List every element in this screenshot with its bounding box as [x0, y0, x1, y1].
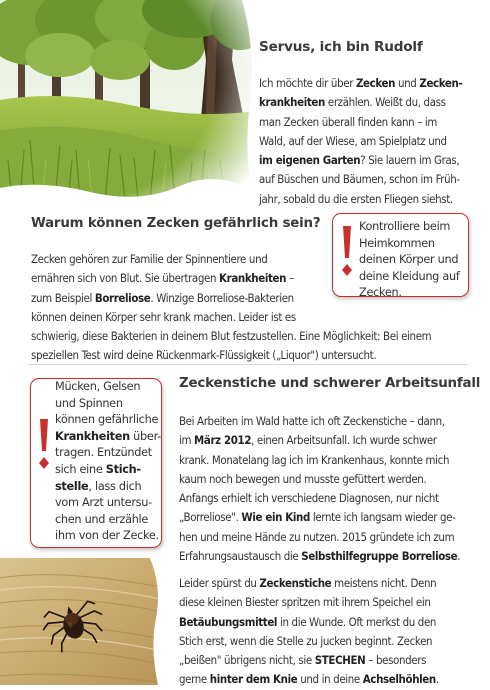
- bold-text: Selbsthilfegruppe Borreliose: [301, 549, 458, 564]
- note-box-check-body: [332, 213, 469, 300]
- text-line: [179, 431, 477, 450]
- text-run: Wald, auf der Wiese, am Spielplatz und: [259, 133, 447, 148]
- bold-text: Zecken-: [419, 76, 463, 90]
- note-line: [55, 462, 161, 479]
- text-line: [179, 593, 477, 612]
- bold-text: STECHEN: [314, 653, 366, 668]
- text-run: Leider spürst du: [179, 576, 260, 590]
- section-title-why-dangerous: Warum können Zecken gefährlich sein?: [31, 216, 321, 231]
- text-run: Kontrolliere beim: [359, 220, 451, 233]
- text-run: krank. Monatelang lag ich im Krankenhaus, konnte mich: [179, 452, 450, 467]
- text-run: speziellen Test wird deine Rückenmark-Flüssigkeit („Liquor") untersucht.: [31, 348, 377, 363]
- text-run: ihm von der Zecke.: [55, 529, 159, 543]
- text-run: Anfangs erhielt ich verschiedene Diagnosen, nur nicht: [179, 491, 439, 506]
- text-run: tragen. Entzündet: [55, 446, 152, 460]
- text-run: zum Beispiel: [31, 290, 95, 305]
- text-run: gerne: [179, 672, 210, 687]
- text-run: meistens nicht. Denn: [331, 576, 437, 590]
- text-run: lernte ich langsam wieder ge-: [309, 510, 456, 525]
- text-run: hen und meine Hände zu nutzen. 2015 gründete ich zum: [179, 529, 455, 544]
- text-line: [179, 412, 477, 431]
- text-run: „beißen" übrigens nicht, sie: [179, 653, 315, 668]
- note-line: [359, 219, 465, 236]
- intro-title: Servus, ich bin Rudolf: [259, 39, 423, 55]
- text-run: –: [286, 271, 294, 286]
- text-run: , einen Arbeitsunfall. Ich wurde schwer: [251, 433, 437, 448]
- section-text-tick-stings: [179, 574, 477, 690]
- text-run: auf Büschen und Bäumen, schon im Früh-: [259, 172, 460, 187]
- text-run: ernähren sich von Blut. Sie übertragen: [31, 271, 220, 286]
- text-run: diese kleinen Biester spritzen mit ihrem Speichel ein: [179, 595, 431, 610]
- text-run: Zecken.: [359, 286, 402, 300]
- text-run: Heimkommen: [359, 236, 435, 250]
- note-line: [55, 379, 161, 396]
- text-line: [179, 613, 477, 632]
- text-line: [259, 113, 483, 132]
- text-line: [31, 346, 471, 365]
- bold-text: Zeckenstiche: [259, 576, 332, 590]
- note-text-insects: [55, 379, 161, 545]
- text-line: [179, 547, 477, 566]
- bold-text: im eigenen Garten: [259, 153, 361, 168]
- section-title-tick-bites: Zeckenstiche und schwerer Arbeitsunfall: [179, 376, 481, 391]
- text-line: [179, 508, 477, 527]
- text-line: [179, 489, 477, 508]
- text-line: [179, 470, 477, 489]
- text-line: [179, 574, 477, 593]
- note-line: [359, 252, 465, 269]
- note-line: [359, 285, 465, 302]
- note-line: [55, 495, 161, 512]
- text-run: Erfahrungsaustausch die: [179, 549, 302, 564]
- note-line: [55, 479, 161, 496]
- bold-text: März 2012: [194, 433, 252, 448]
- text-line: [31, 327, 471, 346]
- exclamation-icon: [340, 224, 354, 284]
- text-line: [179, 451, 477, 470]
- text-line: [259, 93, 483, 112]
- text-run: man Zecken überall finden kann – im: [259, 114, 438, 129]
- note-box-insects: [30, 378, 162, 548]
- text-line: [179, 528, 477, 547]
- note-line: [55, 528, 161, 545]
- bold-text: Borreliose: [94, 290, 151, 305]
- section-text-tick-bites: [179, 412, 477, 566]
- note-line: [359, 236, 465, 253]
- bold-text: hinter dem Knie: [209, 672, 298, 687]
- text-line: [259, 132, 483, 151]
- text-run: und Spinnen: [55, 396, 123, 410]
- note-line: [55, 445, 161, 462]
- text-run: .: [457, 549, 461, 564]
- text-run: schwierig, diese Bakterien in deinem Blut festzustellen. Eine Möglichkeit: Bei einem: [31, 329, 432, 344]
- note-line: [55, 512, 161, 529]
- text-run: , lass dich: [88, 479, 142, 493]
- bold-text: Wie ein Kind: [241, 510, 310, 525]
- bold-text: Achselhöhlen: [362, 672, 436, 687]
- text-run: über-: [129, 429, 161, 443]
- bold-text: Krankheiten: [219, 271, 287, 286]
- bold-text: Krankheiten: [55, 429, 130, 443]
- text-run: können deinen Körper sehr krank machen. Leider ist es: [31, 309, 296, 324]
- text-run: sich eine: [55, 462, 106, 476]
- text-run: Zecken gehören zur Familie der Spinnentiere und: [31, 252, 268, 266]
- bold-text: stelle: [55, 479, 89, 493]
- text-run: und in deine: [297, 672, 363, 687]
- text-run: – besonders: [365, 653, 427, 668]
- text-run: Mücken, Gelsen: [55, 380, 141, 393]
- text-run: ? Sie lauern im Gras,: [360, 153, 460, 168]
- bold-text: Zecken: [355, 76, 396, 90]
- text-run: im: [179, 433, 195, 448]
- intro-text: [259, 74, 483, 209]
- text-line: [31, 308, 471, 327]
- text-line: [259, 190, 483, 209]
- text-run: kaum noch bewegen und musste gefüttert werden.: [179, 471, 427, 486]
- text-run: „Borreliose".: [179, 510, 242, 525]
- text-line: [179, 632, 477, 651]
- bold-text: krankheiten: [259, 95, 325, 110]
- text-line: [259, 170, 483, 189]
- bold-text: Betäubungsmittel: [179, 614, 278, 629]
- text-run: können gefährliche: [55, 413, 159, 427]
- note-line: [55, 396, 161, 413]
- text-run: jahr, sobald du die ersten Fliegen siehst.: [259, 191, 453, 206]
- note-text-check-body: [359, 219, 465, 302]
- bold-text: Stich-: [105, 462, 141, 476]
- text-line: [179, 651, 477, 670]
- text-run: . Winzige Borreliose-Bakterien: [150, 290, 294, 305]
- tick-illustration: [0, 558, 166, 685]
- text-run: .: [435, 672, 439, 687]
- text-run: und: [395, 76, 420, 90]
- exclamation-icon: [37, 417, 51, 477]
- text-run: Stich erst, wenn die Stelle zu jucken beginnt. Zecken: [179, 633, 433, 648]
- forest-illustration: [0, 0, 262, 200]
- text-run: Bei Arbeiten im Wald hatte ich oft Zeckenstiche – dann,: [179, 414, 445, 428]
- text-run: in die Wunde. Oft merkst du den: [277, 614, 437, 629]
- text-run: erzählen. Weißt du, dass: [324, 95, 446, 110]
- text-line: [259, 74, 483, 93]
- note-line: [359, 269, 465, 286]
- note-line: [55, 412, 161, 429]
- text-line: [259, 151, 483, 170]
- text-run: deinen Körper und: [359, 253, 459, 267]
- text-line: [179, 670, 477, 689]
- text-run: vom Arzt untersu-: [55, 496, 152, 510]
- note-line: [55, 429, 161, 446]
- text-run: deine Kleidung auf: [359, 269, 460, 283]
- text-run: chen und erzähle: [55, 512, 149, 526]
- text-run: Ich möchte dir über: [259, 76, 356, 90]
- section-divider: [28, 364, 468, 365]
